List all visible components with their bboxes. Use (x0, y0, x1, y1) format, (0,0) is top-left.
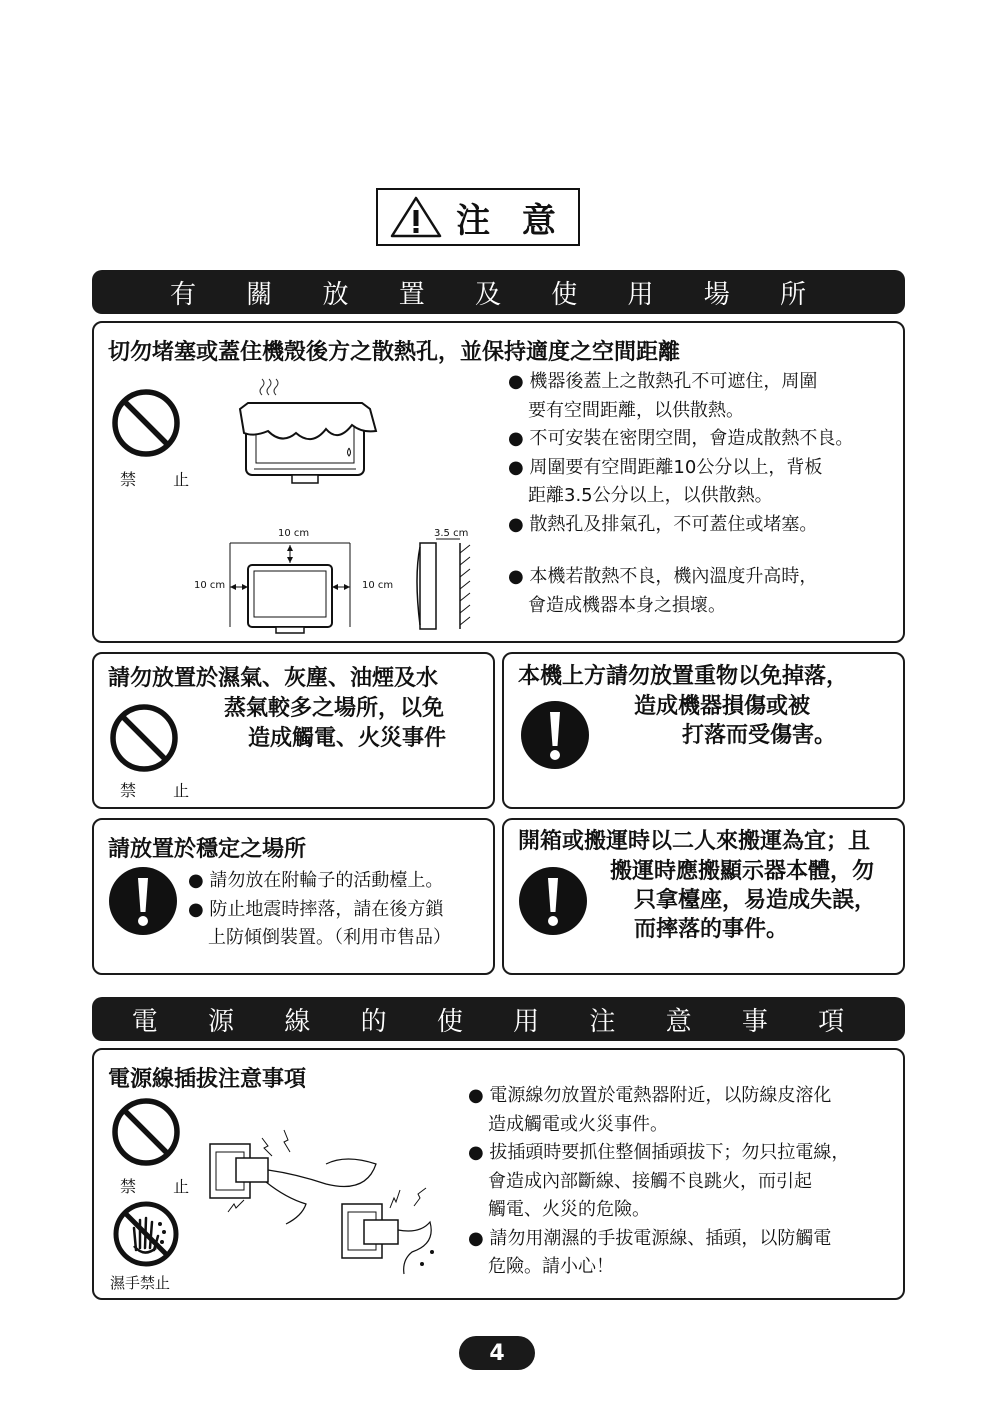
list-item: ● 請勿用潮濕的手拔電源線、插頭，以防觸電 (468, 1227, 832, 1249)
power-cord-heading: 電源線插拔注意事項 (108, 1067, 307, 1092)
list-item: ● 不可安裝在密閉空間，會造成散熱不良。 (508, 428, 854, 449)
list-item: 觸電、火災的危險。 (488, 1199, 650, 1220)
prohibit-icon (110, 387, 182, 459)
list-item: ● 請勿放在附輪子的活動檯上。 (188, 870, 444, 891)
exclamation-icon (520, 700, 590, 770)
list-item: ● 電源線勿放置於電熱器附近，以防線皮溶化 (468, 1085, 832, 1106)
stable-heading: 請放置於穩定之場所 (108, 837, 307, 862)
prohibit-label: 禁 止 (120, 470, 206, 489)
list-item: ● 周圍要有空間距離10公分以上，背板 (508, 456, 823, 478)
ventilation-box (92, 321, 905, 643)
section-title-placement: 有 關 放 置 及 使 用 場 所 (169, 279, 828, 310)
dim-back: 3.5 cm (434, 528, 469, 539)
list-item: 要有空間距離，以供散熱。 (528, 399, 744, 421)
list-item: ● 本機若散熱不良，機內溫度升高時， (508, 566, 818, 587)
transport-line-1: 開箱或搬運時以二人來搬運為宜；且 (518, 829, 871, 854)
heavy-object-box (502, 652, 905, 809)
heavy-line-2: 造成機器損傷或被 (634, 694, 811, 719)
list-item: ● 散熱孔及排氣孔，不可蓋住或堵塞。 (508, 513, 818, 535)
caution-header (376, 188, 580, 246)
humidity-line-2: 蒸氣較多之場所，以免 (224, 696, 445, 721)
list-item: ● 防止地震時摔落，請在後方鎖 (188, 898, 444, 920)
stable-bullets (188, 867, 451, 953)
humidity-box (92, 652, 495, 809)
humidity-line-1: 請勿放置於濕氣、灰塵、油煙及水 (108, 666, 439, 691)
list-item: 距離3.5公分以上，以供散熱。 (528, 485, 773, 506)
spacing-diagram (190, 523, 490, 635)
section-bar-placement (92, 270, 905, 314)
power-cord-bullets (468, 1082, 849, 1282)
wet-hand-prohibited-icon (110, 1200, 182, 1268)
dim-left: 10 cm (194, 580, 226, 591)
exclamation-icon (108, 866, 178, 936)
prohibit-label: 禁 止 (120, 781, 206, 800)
list-item: ● 拔插頭時要抓住整個插頭拔下；勿只拉電線， (468, 1142, 850, 1163)
prohibit-icon (110, 1096, 182, 1168)
list-item: 會造成機器本身之損壞。 (528, 594, 726, 616)
ventilation-bullets (508, 368, 853, 539)
humidity-line-3: 造成觸電、火災事件 (248, 726, 447, 751)
caution-title: 注 意 (456, 200, 566, 241)
list-item: ● 機器後蓋上之散熱孔不可遮住，周圍 (508, 371, 818, 392)
dim-top: 10 cm (278, 528, 310, 539)
ventilation-heading: 切勿堵塞或蓋住機殼後方之散熱孔，並保持適度之空間距離 (108, 340, 681, 365)
transport-line-2: 搬運時應搬顯示器本體，勿 (610, 859, 875, 884)
section-title-power-cord: 電 源 線 的 使 用 注 意 事 項 (131, 1006, 866, 1037)
heavy-line-1: 本機上方請勿放置重物以免掉落， (518, 664, 849, 689)
list-item: 上防傾倒裝置。（利用市售品） (208, 927, 451, 948)
plug-illustration (206, 1124, 456, 1284)
list-item: 會造成內部斷線、接觸不良跳火，而引起 (488, 1170, 812, 1192)
list-item: 危險。請小心！ (488, 1256, 614, 1277)
ventilation-bullets-2 (508, 563, 817, 620)
warning-triangle-icon (390, 195, 442, 239)
prohibit-label: 禁 止 (120, 1177, 206, 1196)
wet-hand-label: 濕手禁止 (110, 1274, 171, 1292)
list-item: 造成觸電或火災事件。 (488, 1113, 668, 1135)
power-cord-box (92, 1048, 905, 1300)
transport-box (502, 818, 905, 975)
page-number: 4 (459, 1336, 535, 1370)
stable-place-box (92, 818, 495, 975)
covered-tv-illustration (234, 373, 384, 488)
transport-line-3: 只拿檯座，易造成失誤， (634, 888, 877, 913)
transport-line-4: 而摔落的事件。 (634, 917, 789, 942)
exclamation-icon (518, 866, 588, 936)
section-bar-power-cord (92, 997, 905, 1041)
prohibit-icon (108, 702, 180, 774)
dim-right: 10 cm (362, 580, 394, 591)
heavy-line-3: 打落而受傷害。 (682, 723, 837, 748)
